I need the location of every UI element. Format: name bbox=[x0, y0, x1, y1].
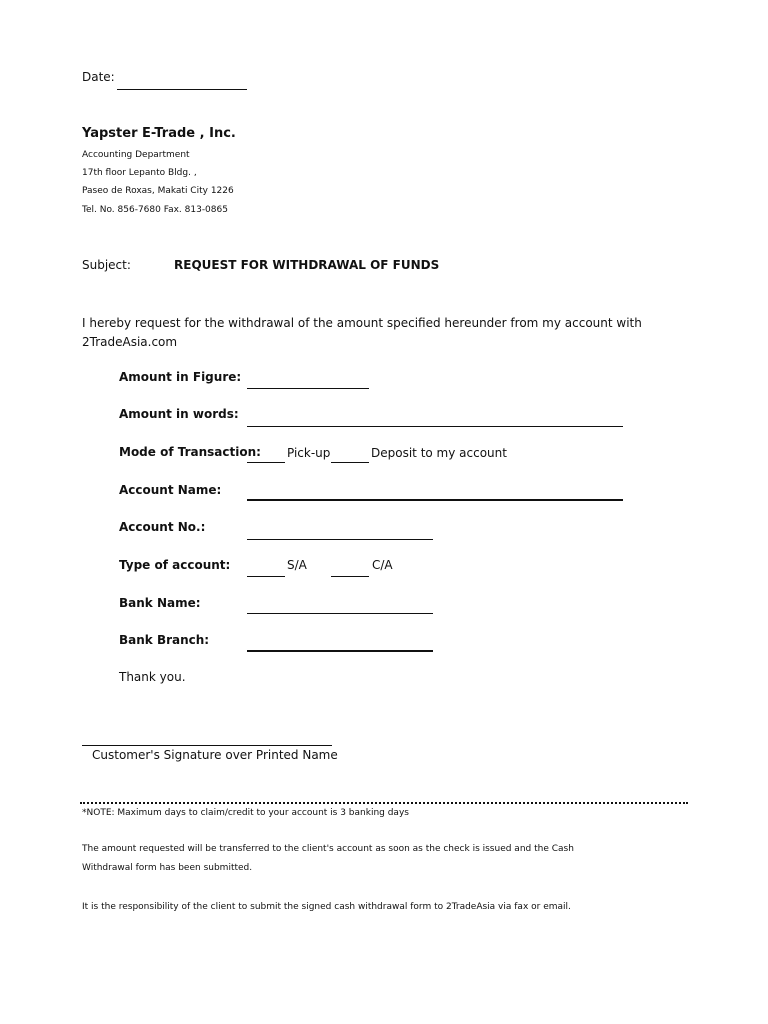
sa-option: S/A bbox=[287, 558, 307, 572]
company-department: Accounting Department bbox=[82, 150, 190, 160]
dotted-divider bbox=[80, 802, 688, 804]
account-name-label: Account Name: bbox=[119, 483, 222, 497]
signature-label: Customer's Signature over Printed Name bbox=[92, 748, 338, 762]
ca-blank[interactable] bbox=[331, 576, 369, 577]
ca-option: C/A bbox=[372, 558, 393, 572]
company-contact: Tel. No. 856-7680 Fax. 813-0865 bbox=[82, 205, 228, 215]
account-name-field[interactable] bbox=[247, 499, 623, 501]
subject-text: REQUEST FOR WITHDRAWAL OF FUNDS bbox=[174, 258, 440, 272]
pickup-option: Pick-up bbox=[287, 446, 331, 460]
deposit-option: Deposit to my account bbox=[371, 446, 507, 460]
thank-you-text: Thank you. bbox=[119, 670, 186, 684]
account-no-label: Account No.: bbox=[119, 520, 206, 534]
bank-name-label: Bank Name: bbox=[119, 596, 201, 610]
amount-figure-field[interactable] bbox=[247, 388, 369, 389]
bank-branch-label: Bank Branch: bbox=[119, 633, 210, 647]
mode-transaction-label: Mode of Transaction: bbox=[119, 445, 261, 459]
deposit-blank[interactable] bbox=[331, 462, 369, 463]
company-name: Yapster E-Trade , Inc. bbox=[82, 126, 236, 141]
note-responsibility: It is the responsibility of the client to submit the signed cash withdrawal form to 2TradeAsia via fax or email. bbox=[82, 902, 571, 912]
intro-line-1: I hereby request for the withdrawal of the amount specified hereunder from my account with bbox=[82, 316, 642, 330]
date-label: Date: bbox=[82, 70, 115, 84]
pickup-blank[interactable] bbox=[247, 462, 285, 463]
amount-words-label: Amount in words: bbox=[119, 407, 239, 421]
company-address-line1: 17th floor Lepanto Bldg. , bbox=[82, 168, 197, 178]
note-transfer-line-2: Withdrawal form has been submitted. bbox=[82, 863, 253, 873]
signature-line[interactable] bbox=[82, 745, 332, 746]
intro-line-2: 2TradeAsia.com bbox=[82, 335, 178, 349]
type-account-label: Type of account: bbox=[119, 558, 231, 572]
account-no-field[interactable] bbox=[247, 539, 433, 540]
sa-blank[interactable] bbox=[247, 576, 285, 577]
amount-figure-label: Amount in Figure: bbox=[119, 370, 242, 384]
bank-name-field[interactable] bbox=[247, 613, 433, 614]
intro-paragraph bbox=[82, 314, 682, 352]
bank-branch-field[interactable] bbox=[247, 650, 433, 652]
subject-label: Subject: bbox=[82, 258, 131, 272]
company-address-line2: Paseo de Roxas, Makati City 1226 bbox=[82, 186, 234, 196]
note-max-days: *NOTE: Maximum days to claim/credit to your account is 3 banking days bbox=[82, 808, 409, 818]
date-field[interactable] bbox=[117, 89, 247, 90]
amount-words-field[interactable] bbox=[247, 426, 623, 427]
note-transfer-line-1: The amount requested will be transferred to the client's account as soon as the check is issued and the Cash bbox=[82, 844, 574, 854]
